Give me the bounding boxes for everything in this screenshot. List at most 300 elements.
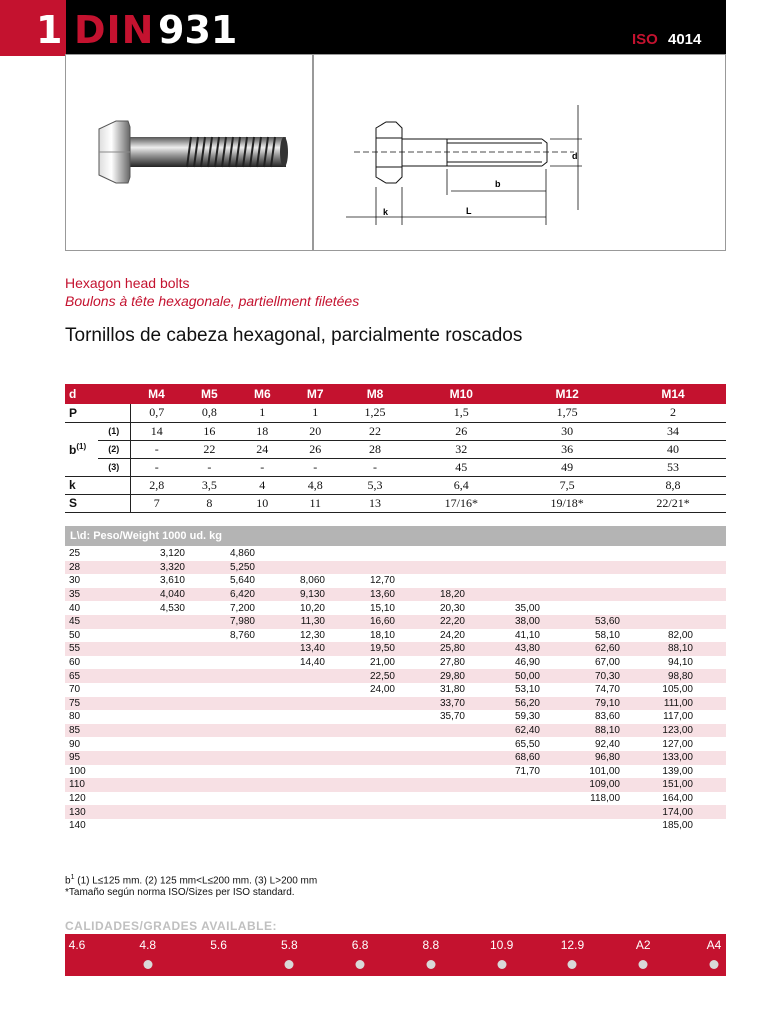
weight-cell: 96,80 <box>540 751 620 765</box>
spec-cell: 6,4 <box>408 476 514 494</box>
weight-cell <box>395 792 465 806</box>
weight-cell <box>95 642 185 656</box>
spec-cell: 20 <box>289 422 342 440</box>
weight-cell <box>95 778 185 792</box>
spec-cell: 13 <box>342 494 409 512</box>
weight-cell <box>95 629 185 643</box>
spec-cell: 11 <box>289 494 342 512</box>
spec-cell: 49 <box>514 458 620 476</box>
spec-cell: 4,8 <box>289 476 342 494</box>
spec-row-label-b: $b^{(1)}$ <box>65 422 98 476</box>
weight-cell <box>325 561 395 575</box>
weight-cell <box>465 778 540 792</box>
weight-cell <box>95 656 185 670</box>
weight-cell <box>95 819 185 833</box>
weight-cell <box>185 724 255 738</box>
weight-cell <box>95 710 185 724</box>
weight-row <box>65 737 726 751</box>
footnote-b-ranges: $b^1$ (1) L≤125 mm. (2) 125 mm<L≤200 mm. (3) L>200 mm <box>65 874 318 887</box>
diagram-label-k: k <box>383 207 389 217</box>
weight-length: 90 <box>69 738 81 750</box>
iso-code: 4014 <box>668 31 702 48</box>
weight-length: 28 <box>65 561 95 575</box>
weight-row <box>65 792 726 806</box>
weight-cell: 105,00 <box>662 684 693 696</box>
weight-cell <box>395 737 465 751</box>
spec-cell: 16 <box>183 422 236 440</box>
weight-cell: 123,00 <box>620 724 693 738</box>
weight-cell <box>540 819 620 833</box>
weight-cell: 3,320 <box>95 561 185 575</box>
weight-cell: 7,980 <box>185 615 255 629</box>
weight-cell <box>325 710 395 724</box>
spec-cell: - <box>130 458 183 476</box>
weight-pad <box>693 669 726 683</box>
weight-cell: 13,40 <box>255 642 325 656</box>
weight-cell: 59,30 <box>514 711 540 723</box>
weight-cell: 24,20 <box>439 629 465 641</box>
grade-available-dot <box>710 960 719 969</box>
weight-cell <box>185 669 255 683</box>
weight-cell: 18,20 <box>395 588 465 602</box>
weight-cell: 5,640 <box>229 575 255 587</box>
spec-sub-label: (1) <box>98 422 130 440</box>
weight-length: 55 <box>65 642 95 656</box>
weight-cell: 94,10 <box>667 657 693 669</box>
weight-length: 100 <box>69 765 86 777</box>
weight-length: 40 <box>69 602 81 614</box>
weight-cell: 62,40 <box>465 724 540 738</box>
weight-cell <box>325 751 395 765</box>
weight-pad <box>693 629 726 643</box>
weight-cell: 50,00 <box>465 669 540 683</box>
weight-cell: 35,70 <box>439 711 465 723</box>
spec-cell: 14 <box>130 422 183 440</box>
weight-length: 60 <box>69 657 81 669</box>
weight-cell: 98,80 <box>620 669 693 683</box>
spec-cell: 4 <box>236 476 289 494</box>
weight-length: 130 <box>65 805 95 819</box>
weight-pad <box>693 819 726 833</box>
weight-row <box>65 574 726 588</box>
spec-row-s <box>65 494 726 512</box>
weight-cell <box>255 724 325 738</box>
grade-label: A4 <box>706 938 722 952</box>
spec-cell: 1 <box>236 404 289 422</box>
weight-cell: 111,00 <box>620 697 693 711</box>
weight-cell <box>540 601 620 615</box>
spec-header-d: d <box>65 384 130 404</box>
weight-cell <box>185 737 255 751</box>
weight-length: 80 <box>69 711 81 723</box>
weight-cell: 4,860 <box>229 548 255 560</box>
grade-label: 4.6 <box>68 938 86 952</box>
weight-cell: 43,80 <box>465 642 540 656</box>
spec-header-size: M14 <box>620 384 726 404</box>
weight-cell: 31,80 <box>439 684 465 696</box>
weight-cell: 14,40 <box>299 657 325 669</box>
weight-row <box>65 656 726 670</box>
weight-cell <box>325 547 395 561</box>
standard-code: 931 <box>158 8 238 52</box>
weight-cell: 16,60 <box>325 615 395 629</box>
weight-length: 85 <box>65 724 95 738</box>
spec-cell: 26 <box>408 422 514 440</box>
weight-length: 35 <box>65 588 95 602</box>
weight-cell: 79,10 <box>540 697 620 711</box>
weight-row <box>65 819 726 833</box>
standard-brand: DIN <box>74 8 155 52</box>
section-number: 1 <box>36 8 63 52</box>
weight-cell <box>95 669 185 683</box>
weight-cell: 21,00 <box>369 657 395 669</box>
weight-length: 70 <box>69 684 81 696</box>
weight-cell: 164,00 <box>662 792 693 804</box>
weight-pad <box>693 792 726 806</box>
weight-row <box>65 615 726 629</box>
weight-cell: 133,00 <box>620 751 693 765</box>
weight-cell <box>255 765 325 779</box>
weight-cell <box>325 724 395 738</box>
weight-cell <box>185 642 255 656</box>
spec-cell: 1 <box>289 404 342 422</box>
weight-cell: 53,10 <box>514 684 540 696</box>
weight-cell <box>620 588 693 602</box>
weight-pad <box>693 561 726 575</box>
weight-pad <box>693 778 726 792</box>
weight-pad <box>693 615 726 629</box>
grade-label: 6.8 <box>351 938 369 952</box>
weight-cell <box>255 683 325 697</box>
weight-pad <box>693 656 726 670</box>
weight-cell <box>395 778 465 792</box>
spec-header-size: M7 <box>289 384 342 404</box>
weight-cell: 185,00 <box>662 820 693 832</box>
weight-row <box>65 629 726 643</box>
weight-cell: 70,30 <box>540 669 620 683</box>
title-french: Boulons à tête hexagonale, partiellment filetées <box>65 293 360 309</box>
spec-header-size: M6 <box>236 384 289 404</box>
weight-cell: 74,70 <box>594 684 620 696</box>
spec-cell: 8,8 <box>620 476 726 494</box>
spec-row-label: S <box>65 494 130 512</box>
weight-cell <box>325 737 395 751</box>
grade-available-dot <box>285 960 294 969</box>
weight-cell <box>185 805 255 819</box>
weight-cell: 4,530 <box>159 602 185 614</box>
spec-row-p <box>65 404 726 422</box>
weight-cell: 117,00 <box>663 711 693 723</box>
weight-cell <box>95 765 185 779</box>
grade-label: 4.8 <box>139 938 157 952</box>
weight-pad <box>693 697 726 711</box>
spec-cell: 36 <box>514 440 620 458</box>
weight-cell: 88,10 <box>540 724 620 738</box>
weight-cell <box>95 792 185 806</box>
weight-length: 75 <box>65 697 95 711</box>
weight-cell <box>255 819 325 833</box>
weight-length: 95 <box>65 751 95 765</box>
spec-header-size: M8 <box>342 384 409 404</box>
weight-cell: 56,20 <box>465 697 540 711</box>
weight-cell <box>395 547 465 561</box>
weight-cell: 38,00 <box>465 615 540 629</box>
spec-cell: 10 <box>236 494 289 512</box>
weight-cell <box>395 765 465 779</box>
weight-row <box>65 683 726 697</box>
weight-cell: 25,80 <box>395 642 465 656</box>
spec-cell: 2,8 <box>130 476 183 494</box>
spec-cell: 18 <box>236 422 289 440</box>
diagram-label-L: L <box>466 206 472 216</box>
weight-cell <box>465 792 540 806</box>
weight-cell <box>95 737 185 751</box>
weight-pad <box>693 737 726 751</box>
weight-cell <box>540 547 620 561</box>
weight-row <box>65 669 726 683</box>
spec-cell: - <box>289 458 342 476</box>
weight-pad <box>693 601 726 615</box>
weight-row <box>65 765 726 779</box>
spec-cell: 45 <box>408 458 514 476</box>
weight-cell: 18,10 <box>369 629 395 641</box>
weight-cell <box>185 765 255 779</box>
grade-label: A2 <box>635 938 651 952</box>
weight-cell <box>395 751 465 765</box>
weight-cell: 10,20 <box>299 602 325 614</box>
title-spanish: Tornillos de cabeza hexagonal, parcialmente roscados <box>65 325 523 346</box>
spec-header-size: M12 <box>514 384 620 404</box>
spec-cell: 26 <box>289 440 342 458</box>
weight-cell <box>395 574 465 588</box>
iso-label: ISO <box>632 31 658 48</box>
weight-cell: 12,70 <box>369 575 395 587</box>
weight-cell: 27,80 <box>439 657 465 669</box>
spec-cell: 40 <box>620 440 726 458</box>
weight-cell <box>620 615 693 629</box>
spec-sub-label: (2) <box>98 440 130 458</box>
weight-cell <box>465 588 540 602</box>
weight-cell: 3,120 <box>159 548 185 560</box>
spec-row-label: P <box>65 404 130 422</box>
weight-cell <box>620 561 693 575</box>
spec-row-b2 <box>65 440 726 458</box>
spec-cell: 7 <box>130 494 183 512</box>
spec-cell: - <box>183 458 236 476</box>
weight-cell <box>255 697 325 711</box>
weight-cell <box>95 615 185 629</box>
footnote-iso-sizes: *Tamaño según norma ISO/Sizes per ISO standard. <box>65 887 295 898</box>
weight-cell <box>185 697 255 711</box>
weight-length: 120 <box>69 792 86 804</box>
spec-cell: 3,5 <box>183 476 236 494</box>
weight-cell: 24,00 <box>369 684 395 696</box>
weight-pad <box>693 710 726 724</box>
spec-row-k <box>65 476 726 494</box>
grade-available-dot <box>568 960 577 969</box>
spec-cell: 2 <box>620 404 726 422</box>
grade-available-dot <box>426 960 435 969</box>
spec-cell: 1,75 <box>514 404 620 422</box>
weight-cell: 22,50 <box>325 669 395 683</box>
weight-length: 25 <box>69 548 81 560</box>
weight-cell <box>465 561 540 575</box>
spec-cell: 32 <box>408 440 514 458</box>
weight-cell <box>465 819 540 833</box>
weight-cell <box>95 805 185 819</box>
weight-cell <box>95 683 185 697</box>
weight-pad <box>693 588 726 602</box>
weight-cell <box>395 819 465 833</box>
spec-cell: - <box>130 440 183 458</box>
weight-cell: 101,00 <box>589 765 620 777</box>
weight-row <box>65 805 726 819</box>
weight-row <box>65 724 726 738</box>
weight-length: 140 <box>69 820 86 832</box>
weight-cell: 35,00 <box>514 602 540 614</box>
weight-cell <box>325 805 395 819</box>
weight-length: 50 <box>69 629 81 641</box>
weight-cell: 6,420 <box>185 588 255 602</box>
weight-cell: 7,200 <box>229 602 255 614</box>
spec-cell: - <box>342 458 409 476</box>
spec-cell: 17/16* <box>408 494 514 512</box>
grade-label: 10.9 <box>489 938 514 952</box>
weight-cell: 4,040 <box>95 588 185 602</box>
weight-length: 30 <box>69 575 81 587</box>
grade-available-dot <box>143 960 152 969</box>
weight-cell: 46,90 <box>514 657 540 669</box>
weight-cell: 8,760 <box>229 629 255 641</box>
weight-cell: 83,60 <box>594 711 620 723</box>
technical-drawing-frame <box>313 54 726 251</box>
weight-table <box>65 547 726 832</box>
weight-cell <box>465 574 540 588</box>
weight-length: 45 <box>65 615 95 629</box>
weight-cell: 22,20 <box>395 615 465 629</box>
weight-cell: 11,30 <box>255 615 325 629</box>
spec-row-label: k <box>65 476 130 494</box>
weight-cell <box>540 561 620 575</box>
weight-cell <box>540 805 620 819</box>
grade-available-dot <box>639 960 648 969</box>
weight-row <box>65 642 726 656</box>
weight-cell: 67,00 <box>594 657 620 669</box>
weight-cell <box>255 669 325 683</box>
grade-available-dot <box>497 960 506 969</box>
weight-pad <box>693 574 726 588</box>
spec-header-size: M5 <box>183 384 236 404</box>
weight-cell <box>255 751 325 765</box>
weight-cell <box>395 724 465 738</box>
spec-cell: 24 <box>236 440 289 458</box>
weight-row <box>65 561 726 575</box>
weight-cell: 65,50 <box>514 738 540 750</box>
weight-cell <box>255 561 325 575</box>
weight-pad <box>693 642 726 656</box>
grades-label-bar <box>65 934 726 956</box>
weight-pad <box>693 751 726 765</box>
weight-cell <box>395 805 465 819</box>
weight-cell: 12,30 <box>299 629 325 641</box>
weight-table-header: L\d: Peso/Weight 1000 ud. kg <box>65 526 726 546</box>
weight-cell <box>95 697 185 711</box>
spec-cell: 8 <box>183 494 236 512</box>
weight-cell: 58,10 <box>594 629 620 641</box>
weight-cell <box>325 697 395 711</box>
weight-cell <box>185 819 255 833</box>
weight-cell <box>255 710 325 724</box>
weight-cell: 82,00 <box>667 629 693 641</box>
spec-cell: 1,5 <box>408 404 514 422</box>
spec-header-size: M4 <box>130 384 183 404</box>
weight-cell <box>620 574 693 588</box>
weight-row <box>65 547 726 561</box>
weight-cell: 8,060 <box>299 575 325 587</box>
weight-cell <box>185 656 255 670</box>
spec-cell: 0,7 <box>130 404 183 422</box>
weight-cell <box>325 778 395 792</box>
grade-label: 5.6 <box>210 938 227 952</box>
weight-cell <box>95 751 185 765</box>
spec-row-b1 <box>65 422 726 440</box>
weight-cell: 13,60 <box>325 588 395 602</box>
spec-cell: 0,8 <box>183 404 236 422</box>
spec-cell: 22 <box>342 422 409 440</box>
spec-cell: 53 <box>620 458 726 476</box>
grades-title: CALIDADES/GRADES AVAILABLE: <box>65 919 277 933</box>
weight-cell <box>255 805 325 819</box>
weight-cell: 19,50 <box>325 642 395 656</box>
grade-label: 8.8 <box>422 938 440 952</box>
spec-cell: 34 <box>620 422 726 440</box>
spec-cell: 30 <box>514 422 620 440</box>
weight-pad <box>693 805 726 819</box>
weight-cell: 174,00 <box>620 805 693 819</box>
weight-cell: 88,10 <box>620 642 693 656</box>
weight-cell <box>395 561 465 575</box>
weight-cell <box>185 683 255 697</box>
spec-cell: 5,3 <box>342 476 409 494</box>
weight-cell <box>325 819 395 833</box>
weight-cell: 109,00 <box>540 778 620 792</box>
weight-cell <box>185 751 255 765</box>
weight-cell <box>620 547 693 561</box>
diagram-label-d: d <box>572 151 578 161</box>
weight-cell: 20,30 <box>439 602 465 614</box>
spec-cell: 22/21* <box>620 494 726 512</box>
weight-cell: 151,00 <box>620 778 693 792</box>
weight-cell <box>185 792 255 806</box>
spec-row-b3 <box>65 458 726 476</box>
weight-pad <box>693 683 726 697</box>
weight-cell: 3,610 <box>159 575 185 587</box>
weight-row <box>65 697 726 711</box>
grade-label: 5.8 <box>280 938 298 952</box>
spec-cell: 7,5 <box>514 476 620 494</box>
spec-cell: 19/18* <box>514 494 620 512</box>
weight-cell: 53,60 <box>540 615 620 629</box>
grade-label: 12.9 <box>560 938 585 952</box>
weight-cell <box>465 547 540 561</box>
weight-cell <box>255 547 325 561</box>
spec-cell: 28 <box>342 440 409 458</box>
weight-cell: 68,60 <box>465 751 540 765</box>
spec-header-size: M10 <box>408 384 514 404</box>
weight-cell: 127,00 <box>662 738 693 750</box>
weight-cell <box>540 588 620 602</box>
weight-length: 110 <box>65 778 95 792</box>
